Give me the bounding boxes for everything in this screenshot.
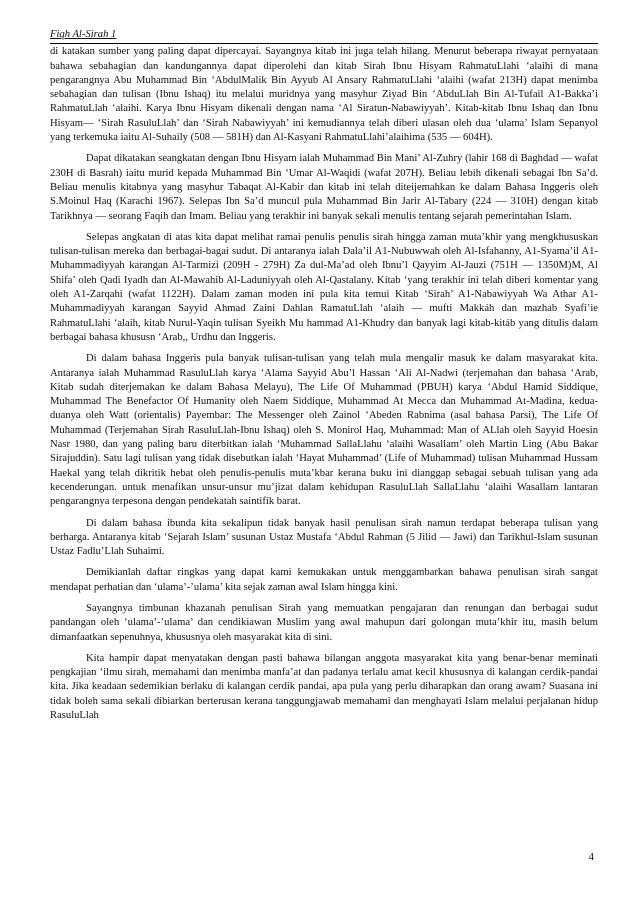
paragraph: Dapat dikatakan seangkatan dengan Ibnu Hisyam ialah Muhammad Bin Mani’ Al-Zuhry (lahir 168 di Baghdad — wafat 230H di Basrah) iaitu murid kepada Muhammad Bin ‘Umar Al-Waqidi (wafat 207H). Beliau lebih dikenali sebagai Ibn Sa’d. Beliau menulis kitabnya yang masyhur Tabaqat Al-Kabir dan kitab ini telah diteijemahkan ke dalam Bahasa Inggeris oleh S.Moinul Haq (Karachi 1967). Selepas Ibn Sa’d muncul pula Muhammad Bin Jarir Al-Tabary (224 — 310H) dengan kitab Tarikhnya — seorang Faqih dan Imam. Beliau yang terakhir ini banyak sekali menulis tentang sejarah pemerintahan Islam. (50, 153, 598, 222)
paragraph: Demikianlah daftar ringkas yang dapat kami kemukakan untuk menggambarkan bahawa penulisan sirah sangat mendapat perhatian dan ‘ulama’-’ulama’ kita sejak zaman awal Islam hingga kini. (50, 567, 598, 593)
paragraph: Kita hampir dapat menyatakan dengan pasti bahawa bilangan anggota masyarakat kita yang benar-benar meminati pengkajian ‘ilmu sirah, memahami dan menimba manfa’at dan padanya terlalu amat kecil khususnya di kalangan cerdik-pandai kita. Jika keadaan sedemikian berlaku di kalangan cerdik pandai, apa pula yang perlu diharapkan dan orang awam? Suasana ini tidak boleh sama sekali dibiarkan berterusan kerana tanggungjawab memahami dan menghayati Islam melalui perjalanan hidup RasuluLlah (50, 652, 598, 722)
paragraph: Sayangnya timbunan khazanah penulisan Sirah yang memuatkan pengajaran dan renungan dan berbagai sudut pandangan oleh ‘ulama’-’ulama’ dan cendikiawan Muslim yang awal mahupun dari golongan muta’khir itu, masih belum dimanfaatkan sepenuhnya, khususnya oleh masyarakat kita di sini. (50, 602, 598, 643)
paragraph: Selepas angkatan di atas kita dapat melihat ramai penulis penulis sirah hingga zaman muta’khir yang mengkhususkan tulisan-tulisan mereka dan berbagai-bagai sudut. Di antaranya ialah Dala’il A1-Nubuwwah oleh Al-Isfahanny, A1-Syama’il A1-Muhammadiyyah karangan Al-Tarmizi (209H - 279H) Za dul-Ma’ad oleh Ibnu’l Qayyim Al-Jauzi (751H — 1350M)M, Al Shifa’ oleh Qadi Iyadh dan Al-Mawahib Al-Laduniyyah oleh Al-Qastalany. Kitab ‘yang terakhir ini telah diberi komentar yang oleh A1-Zarqahi (wafat 1122H). Dalam zaman moden ini pula kita temui Kitab ‘Sirah’ A1-Nabawiyyah Wa Athar A1-Muhammadiyyah karangan Sayyid Ahmad Zaini Dahlan RamatuLlah ‘alaih — mufti Makkáh dan mazhab Syafi’ie RahmatuLlahi ‘alaih, kitab Nurul-Yaqin tulisan Syeikh Mu hammad A1-Khudry dan banyak lagi kitab-kitáb yang ditulis dalam berbagai bahasa khususn ‘Arab,, Urdhu dan Inggeris. (50, 231, 598, 343)
paragraph: di katakan sumber yang paling dapat dipercayai. Sayangnya kitab ini juga telah hilang. Menurut beberapa riwayat pernyataan bahawa sebahagian dan kandungannya dapat diperolehi dan kitab Sirah Ibnu Hisyam RahmatuLlahi ‘alaihi di mana pengarangnya Abu Muhammad Bin ‘AbdulMalik Bin Ayyub Al Ansary RahmatuLlahi ‘alaihi (wafat 213H) dapat menimba sebahagian dan tulisan (Ibnu Ishaq) itu melalui muridnya yang masyhur Ziyad Bin ‘AbduLlah Bin Al-Tufail A1-Bakka’i RahmatuLlah ‘alaihi. Karya Ibnu Hisyam dikenali dengan nama ‘Al Siratun-Nabawiyyah’. Kitab-kitab Ibnu Ishaq dan Ibnu Hisyam— ‘Sirah RasuluLlah’ dan ‘Sirah Nabawiyyah’ ini kemudiannya telah diberi ulasan oleh dua ‘ulama’ Islam Sepanyol yang terkemuka iaitu Al-Suhaily (508 — 581H) dan Al-Kasyani RahmatuLlahi’alaihima (535 — 604H). (50, 46, 598, 144)
running-header: Fiqh Al-Sirah 1 (50, 28, 598, 44)
page-number: 4 (588, 851, 594, 863)
document-page (50, 28, 598, 730)
paragraph: Di dalam bahasa ibunda kita sekalipun tidak banyak hasil penulisan sirah namun terdapat beberapa tulisan yang berharga. Antaranya kitab ‘Sejarah Islam’ susunan Ustaz Mustafa ‘Abdul Rahman (5 Jilid — Jawi) dan Tarikhul-Islam susunan Ustaz Fadlu’Llah Suhaimi. (50, 517, 598, 558)
paragraph: Di dalam bahasa Inggeris pula banyak tulisan-tulisan yang telah mula mengalir masuk ke dalam masyarakat kita. Antaranya ialah Muhammad RasuluLlah karya ‘Alama Sayyid Abu’l Hassan ‘Ali Al-Nadwi (terjemahan dan bahasa ‘Arab, Kitab sudah diterjemakan ke dalam Bahasa Melayu), The Life Of Muhammad (PBUH) karya ‘Abdul Hamid Siddique, Muhammad The Benefactor Of Humanity oleh Naem Siddique, Muhammad At Mecca dan Muhammad At-Madina, kedua-duanya oleh Watt (orientalis) Payembar: The Messenger oleh Zainol ‘Abeden Rabnima (asal bahasa Parsi), The Life Of Muhammad (Terjemahan Sirah RasuluLlah-Ibnu Ishaq) oleh S. Monirol Haq, Muhammad: Man of ALlah oleh Sayyid Hoesin Nasr 1980, dan yang paling baru diterbitkan ialah ‘Muhammad SallaLlahu ‘alaihi Wasallam’ oleh Martin Ling (Abu Bakar Sirajuddin). Satu lagi tulisan yang tidak disebutkan ialah ‘Hayat Muhammad’ (Life of Muhammad) tulisan Muhammad Hussam Haekal yang telah dikritik hebat oleh penulis-penulis muta’kbar kerana buku ini dianggap sebagai sebuah tulisan yang ada kecenderungan. untuk menafikan unsur-unsur mu’jizat dalam kehidupan RasuluLlah SallaLlahu ‘alaihi Wasallam lantaran pengarangnya terpesona dengan pendekatah saintifik barat. (50, 353, 598, 508)
